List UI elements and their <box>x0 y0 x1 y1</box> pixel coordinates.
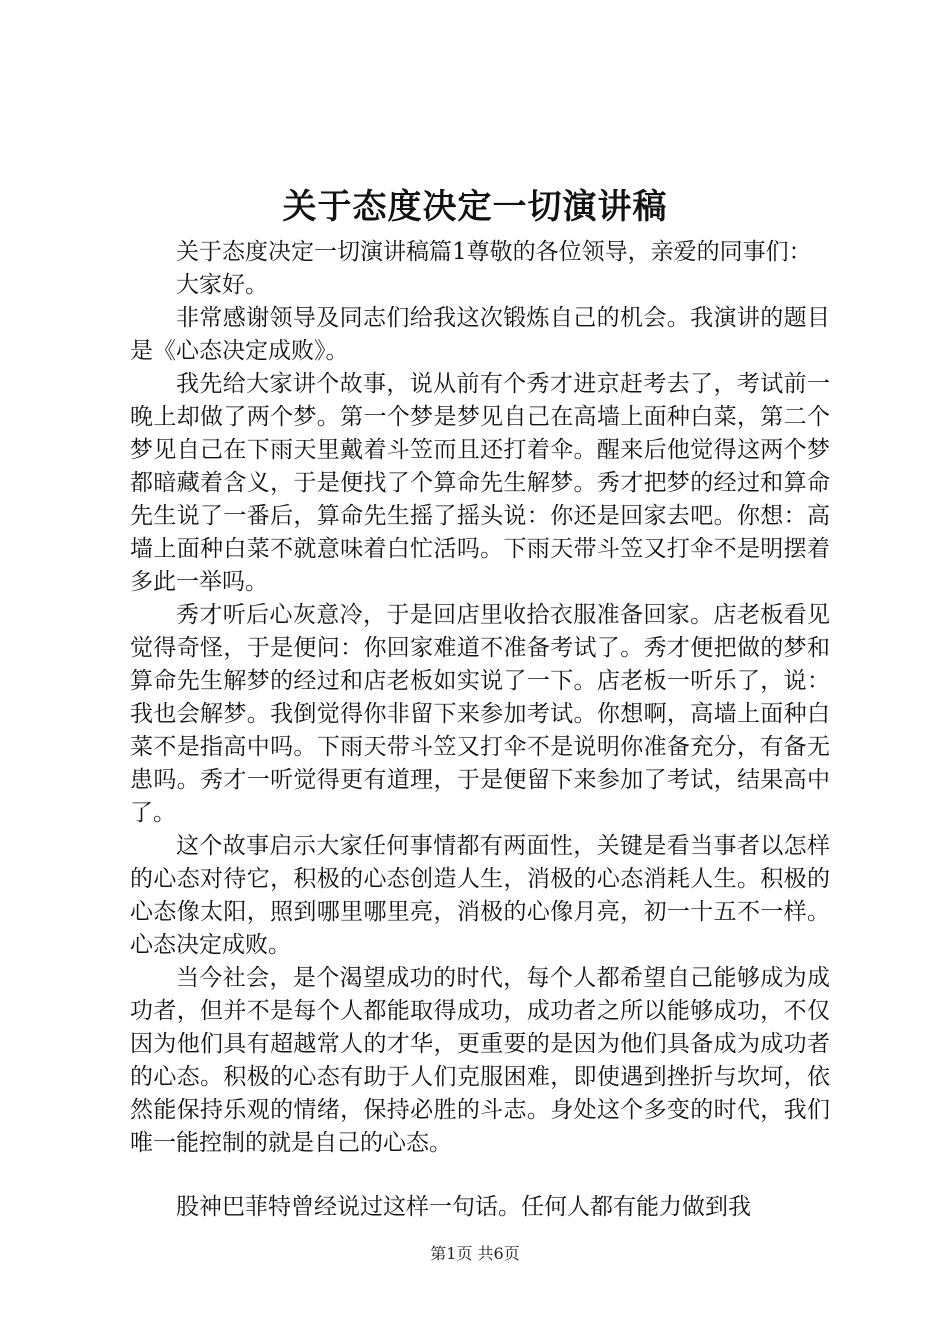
paragraph-story-continued: 秀才听后心灰意冷，于是回店里收拾衣服准备回家。店老板看见觉得奇怪，于是便问：你回家难道不准备考试了。秀才便把做的梦和算命先生解梦的经过和店老板如实说了一下。店老板一听乐了，说：我也会解梦。我倒觉得你非留下来参加考试。你想啊，高墙上面种白菜不是指高中吗。下雨天带斗笠又打伞不是说明你准备充分，有备无患吗。秀才一听觉得更有道理，于是便留下来参加了考试，结果高中了。 <box>130 602 830 826</box>
page-number-footer: 第1页 共6页 <box>430 1244 520 1263</box>
paragraph-hello: 大家好。 <box>176 272 268 298</box>
paragraph-buffett: 股神巴菲特曾经说过这样一句话。任何人都有能力做到我 <box>176 1194 751 1220</box>
paragraph-greeting: 关于态度决定一切演讲稿篇1尊敬的各位领导，亲爱的同事们： <box>176 239 812 265</box>
paragraph-story: 我先给大家讲个故事，说从前有个秀才进京赶考去了，考试前一晚上却做了两个梦。第一个梦是梦见自己在高墙上面种白菜，第二个梦见自己在下雨天里戴着斗笠而且还打着伞。醒来后他觉得这两个梦都暗藏着含义，于是便找了个算命先生解梦。秀才把梦的经过和算命先生说了一番后，算命先生摇了摇头说：你还是回家去吧。你想：高墙上面种白菜不就意味着白忙活吗。下雨天带斗笠又打伞不是明摆着多此一举吗。 <box>130 371 830 595</box>
paragraph-lesson: 这个故事启示大家任何事情都有两面性，关键是看当事者以怎样的心态对待它，积极的心态创造人生，消极的心态消耗人生。积极的心态像太阳，照到哪里哪里亮，消极的心像月亮，初一十五不一样。心态决定成败。 <box>130 833 830 958</box>
paragraph-topic: 非常感谢领导及同志们给我这次锻炼自己的机会。我演讲的题目是《心态决定成败》。 <box>130 305 830 364</box>
paragraph-society: 当今社会，是个渴望成功的时代，每个人都希望自己能够成为成功者，但并不是每个人都能取得成功，成功者之所以能够成功，不仅因为他们具有超越常人的才华，更重要的是因为他们具备成为成功者的心态。积极的心态有助于人们克服困难，即使遇到挫折与坎坷，依然能保持乐观的情绪，保持必胜的斗志。身处这个多变的时代，我们唯一能控制的就是自己的心态。 <box>130 965 830 1156</box>
document-body <box>130 236 830 1224</box>
document-title: 关于态度决定一切演讲稿 <box>282 187 668 227</box>
